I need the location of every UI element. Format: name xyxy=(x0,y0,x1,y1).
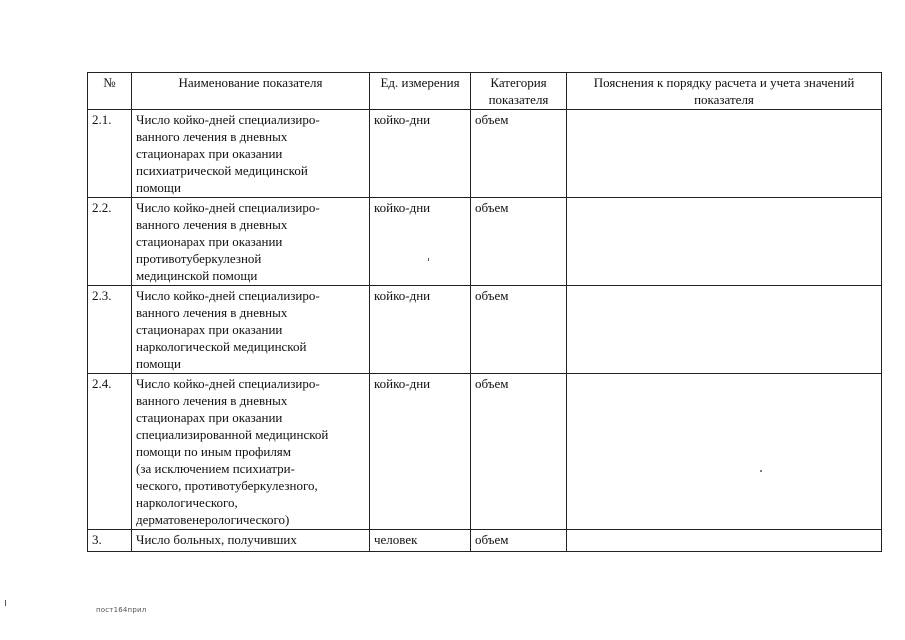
row-indicator-name: Число койко-дней специализиро- ванного лечения в дневных стационарах при оказании психиатрической медицинской помощи xyxy=(132,110,370,198)
file-mark: пост164прил xyxy=(96,606,147,614)
indicators-table xyxy=(87,72,882,552)
header-num: № xyxy=(88,73,132,110)
scan-speck xyxy=(5,600,6,606)
row-unit: койко-дни xyxy=(370,374,471,530)
table-row xyxy=(88,110,882,198)
row-indicator-name: Число койко-дней специализиро- ванного лечения в дневных стационарах при оказании специализированной медицинской помощи по иным профилям (за исключением психиатри- ческого, противотуберкулезного, наркологического, дерматовенерологического) xyxy=(132,374,370,530)
row-category: объем xyxy=(471,374,567,530)
row-explanation xyxy=(567,286,882,374)
table-row xyxy=(88,374,882,530)
header-unit: Ед. измерения xyxy=(370,73,471,110)
row-number: 3. xyxy=(88,530,132,552)
row-indicator-name: Число койко-дней специализиро- ванного лечения в дневных стационарах при оказании противотуберкулезной медицинской помощи xyxy=(132,198,370,286)
row-category: объем xyxy=(471,110,567,198)
row-number: 2.1. xyxy=(88,110,132,198)
row-number: 2.3. xyxy=(88,286,132,374)
row-unit: койко-дни xyxy=(370,198,471,286)
row-explanation xyxy=(567,374,882,530)
table-header-row xyxy=(88,73,882,110)
row-unit: койко-дни xyxy=(370,286,471,374)
scan-speck xyxy=(428,258,429,261)
row-explanation xyxy=(567,530,882,552)
table-row xyxy=(88,198,882,286)
row-category: объем xyxy=(471,530,567,552)
header-name: Наименование показателя xyxy=(132,73,370,110)
table-row xyxy=(88,530,882,552)
row-unit: койко-дни xyxy=(370,110,471,198)
row-category: объем xyxy=(471,198,567,286)
scan-speck xyxy=(760,470,762,472)
row-indicator-name: Число койко-дней специализиро- ванного лечения в дневных стационарах при оказании наркологической медицинской помощи xyxy=(132,286,370,374)
row-category: объем xyxy=(471,286,567,374)
header-category: Категория показателя xyxy=(471,73,567,110)
row-number: 2.4. xyxy=(88,374,132,530)
row-explanation xyxy=(567,198,882,286)
table-row xyxy=(88,286,882,374)
row-explanation xyxy=(567,110,882,198)
header-explanation: Пояснения к порядку расчета и учета значений показателя xyxy=(567,73,882,110)
row-unit: человек xyxy=(370,530,471,552)
row-indicator-name: Число больных, получивших xyxy=(132,530,370,552)
row-number: 2.2. xyxy=(88,198,132,286)
